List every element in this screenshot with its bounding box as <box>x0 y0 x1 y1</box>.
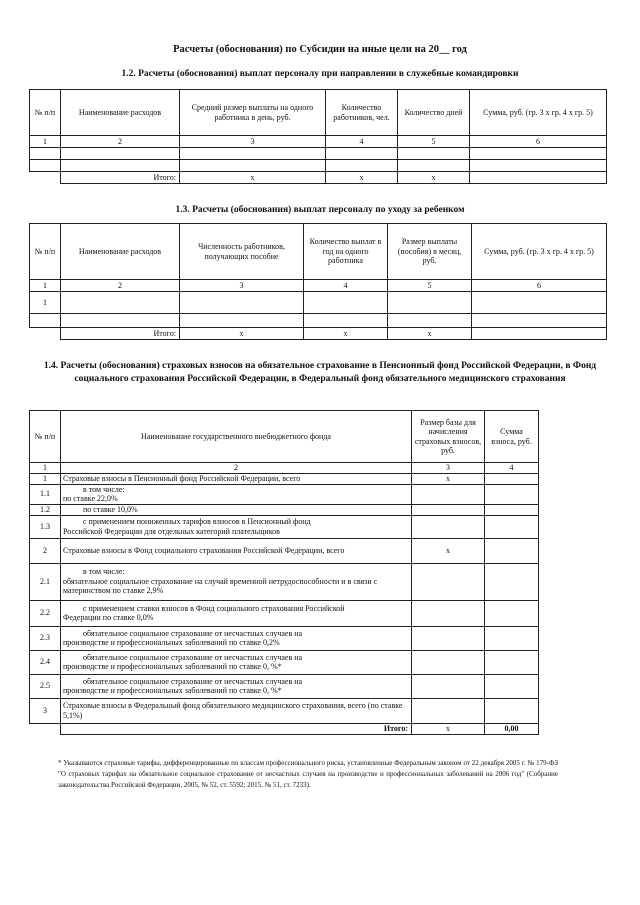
header-cell: Размер выплаты (пособия) в месяц, руб. <box>388 224 472 280</box>
total-row <box>30 172 607 184</box>
header-cell: Сумма, руб. (гр. 3 х гр. 4 х гр. 5) <box>470 90 607 136</box>
row-base <box>412 600 485 626</box>
table-1-2 <box>29 89 607 184</box>
col-num: 6 <box>470 136 607 148</box>
row-num: 2.3 <box>30 626 61 650</box>
row-name <box>61 626 412 650</box>
table-row <box>30 600 539 626</box>
row-sum <box>485 515 539 538</box>
row-num: 2 <box>30 538 61 563</box>
row-base: x <box>412 473 485 484</box>
row-sum <box>485 698 539 723</box>
row-sum <box>485 504 539 515</box>
total-label: Итого: <box>61 172 180 184</box>
row-name: Страховые взносы в Пенсионный фонд Российской Федерации, всего <box>61 473 412 484</box>
total-row <box>30 328 607 340</box>
total-sum: 0,00 <box>485 723 539 734</box>
total-label: Итого: <box>61 723 412 734</box>
column-number-row <box>30 280 607 292</box>
total-cell: x <box>304 328 388 340</box>
table-row <box>30 563 539 600</box>
row-name <box>61 484 412 504</box>
row-name <box>61 600 412 626</box>
header-cell: Сумма, руб. (гр. 3 х гр. 4 х гр. 5) <box>472 224 607 280</box>
row-base <box>412 515 485 538</box>
column-number-row <box>30 463 539 474</box>
col-num: 2 <box>61 136 180 148</box>
row-num: 1.3 <box>30 515 61 538</box>
total-cell: x <box>180 172 326 184</box>
col-num: 1 <box>30 136 61 148</box>
table-row <box>30 484 539 504</box>
table-row <box>30 504 539 515</box>
table-row <box>30 626 539 650</box>
table-row <box>30 515 539 538</box>
row-base <box>412 626 485 650</box>
row-sum <box>485 650 539 674</box>
col-num: 4 <box>326 136 398 148</box>
row-num: 2.4 <box>30 650 61 674</box>
row-num: 2.1 <box>30 563 61 600</box>
total-label: Итого: <box>61 328 180 340</box>
header-cell: Численность работников, получающих пособие <box>180 224 304 280</box>
row-name-indent: обязательное социальное страхование от несчастных случаев на <box>83 652 303 662</box>
row-name-text: производстве и профессиональных заболеваний по ставке 0, %* <box>63 662 282 671</box>
row-sum <box>485 626 539 650</box>
column-number-row <box>30 136 607 148</box>
row-base <box>412 563 485 600</box>
table-header-row <box>30 224 607 280</box>
row-base <box>412 650 485 674</box>
total-cell: x <box>180 328 304 340</box>
total-cell: x <box>398 172 470 184</box>
row-num: 2.5 <box>30 674 61 698</box>
row-sum <box>485 538 539 563</box>
row-name <box>61 515 412 538</box>
total-row <box>30 723 539 734</box>
table-row <box>30 674 539 698</box>
row-name: Страховые взносы в Федеральный фонд обязательного медицинского страхования, всего (по ставке 5,1%) <box>61 698 412 723</box>
header-cell: Количество выплат в год на одного работника <box>304 224 388 280</box>
row-name-indent: обязательное социальное страхование от несчастных случаев на <box>83 628 303 638</box>
row-sum <box>485 563 539 600</box>
header-cell: Количество работников, чел. <box>326 90 398 136</box>
header-cell: Сумма взноса, руб. <box>485 411 539 463</box>
header-cell: № п/п <box>30 224 61 280</box>
header-cell: № п/п <box>30 90 61 136</box>
row-num: 2.2 <box>30 600 61 626</box>
row-name: Страховые взносы в Фонд социального страхования Российской Федерации, всего <box>61 538 412 563</box>
table-header-row <box>30 411 539 463</box>
row-base <box>412 504 485 515</box>
row-base <box>412 674 485 698</box>
col-num: 2 <box>61 280 180 292</box>
row-name-text: обязательное социальное страхование на случай временной нетрудоспособности и в связи с материнством по ставке 2,9% <box>63 576 378 596</box>
header-cell: Наименование государственного внебюджетного фонда <box>61 411 412 463</box>
table-row <box>30 650 539 674</box>
row-name-indent: обязательное социальное страхование от несчастных случаев на <box>83 676 303 686</box>
header-cell: Средний размер выплаты на одного работника в день, руб. <box>180 90 326 136</box>
table-row <box>30 148 607 160</box>
row-num: 1.2 <box>30 504 61 515</box>
header-cell: Наименование расходов <box>61 90 180 136</box>
table-row <box>30 538 539 563</box>
row-name-indent: в том числе: <box>83 484 125 494</box>
row-name-indent: с применением пониженных тарифов взносов в Пенсионный фонд <box>83 517 311 526</box>
row-name <box>61 563 412 600</box>
header-cell: № п/п <box>30 411 61 463</box>
row-sum <box>485 473 539 484</box>
header-cell: Наименование расходов <box>61 224 180 280</box>
row-name-text: Российской Федерации для отдельных категорий плательщиков <box>63 526 280 536</box>
table-1-4 <box>29 410 539 735</box>
table-1-3 <box>29 223 607 340</box>
total-base: x <box>412 723 485 734</box>
row-name-text: производстве и профессиональных заболеваний по ставке 0,2% <box>63 638 280 647</box>
footnote: * Указываются страховые тарифы, дифференцированные по классам профессионального риска, установленные Федеральным законом от 22 декабря 2005 г. № 179-ФЗ "О страховых тарифах на обязательное социальное страхование от несчастных случаев на производстве и профессиональных заболеваний на 2006 год" (Собрание законодательства Российской Федерации, 2005, № 52, ст. 5592; 2015, № 51, ст. 7233). <box>58 759 558 789</box>
header-cell: Количество дней <box>398 90 470 136</box>
row-num: 1.1 <box>30 484 61 504</box>
col-num: 3 <box>412 463 485 474</box>
page-title: Расчеты (обоснования) по Субсидии на иные цели на 20__ год <box>173 44 467 55</box>
table-header-row <box>30 90 607 136</box>
row-name <box>61 674 412 698</box>
col-num: 1 <box>30 463 61 474</box>
col-num: 4 <box>485 463 539 474</box>
section-1-3-heading: 1.3. Расчеты (обоснования) выплат персоналу по уходу за ребенком <box>175 205 465 215</box>
row-sum <box>485 484 539 504</box>
header-cell: Размер базы для начисления страховых взносов, руб. <box>412 411 485 463</box>
total-cell: x <box>326 172 398 184</box>
col-num: 5 <box>388 280 472 292</box>
col-num: 3 <box>180 136 326 148</box>
col-num: 5 <box>398 136 470 148</box>
table-row <box>30 314 607 328</box>
row-name-text: Федерации по ставке 0,0% <box>63 613 154 622</box>
row-num: 1 <box>30 292 61 314</box>
table-row <box>30 160 607 172</box>
col-num: 1 <box>30 280 61 292</box>
row-sum <box>485 674 539 698</box>
col-num: 3 <box>180 280 304 292</box>
col-num: 4 <box>304 280 388 292</box>
table-row <box>30 292 607 314</box>
col-num: 6 <box>472 280 607 292</box>
row-base <box>412 484 485 504</box>
row-name-indent: с применением ставки взносов в Фонд социального страхования Российской <box>83 603 345 613</box>
row-name-indent: в том числе: <box>83 567 125 577</box>
col-num: 2 <box>61 463 412 474</box>
row-name-text: по ставке 22,0% <box>63 494 118 503</box>
row-name <box>61 650 412 674</box>
table-row <box>30 698 539 723</box>
section-1-2-heading: 1.2. Расчеты (обоснования) выплат персоналу при направлении в служебные командировки <box>121 69 519 79</box>
row-base: x <box>412 538 485 563</box>
row-sum <box>485 600 539 626</box>
table-row <box>30 473 539 484</box>
row-num: 3 <box>30 698 61 723</box>
row-base <box>412 698 485 723</box>
section-1-4-heading: 1.4. Расчеты (обоснования) страховых взносов на обязательное страхование в Пенсионный фонд Российской Федерации, в Фонд социального страхования Российской Федерации, в Федеральный фонд обязательного медицинского страхования <box>43 361 597 384</box>
row-name: по ставке 10,0% <box>61 504 412 515</box>
row-num: 1 <box>30 473 61 484</box>
total-cell: x <box>388 328 472 340</box>
row-name-text: производстве и профессиональных заболеваний по ставке 0, %* <box>63 686 282 695</box>
